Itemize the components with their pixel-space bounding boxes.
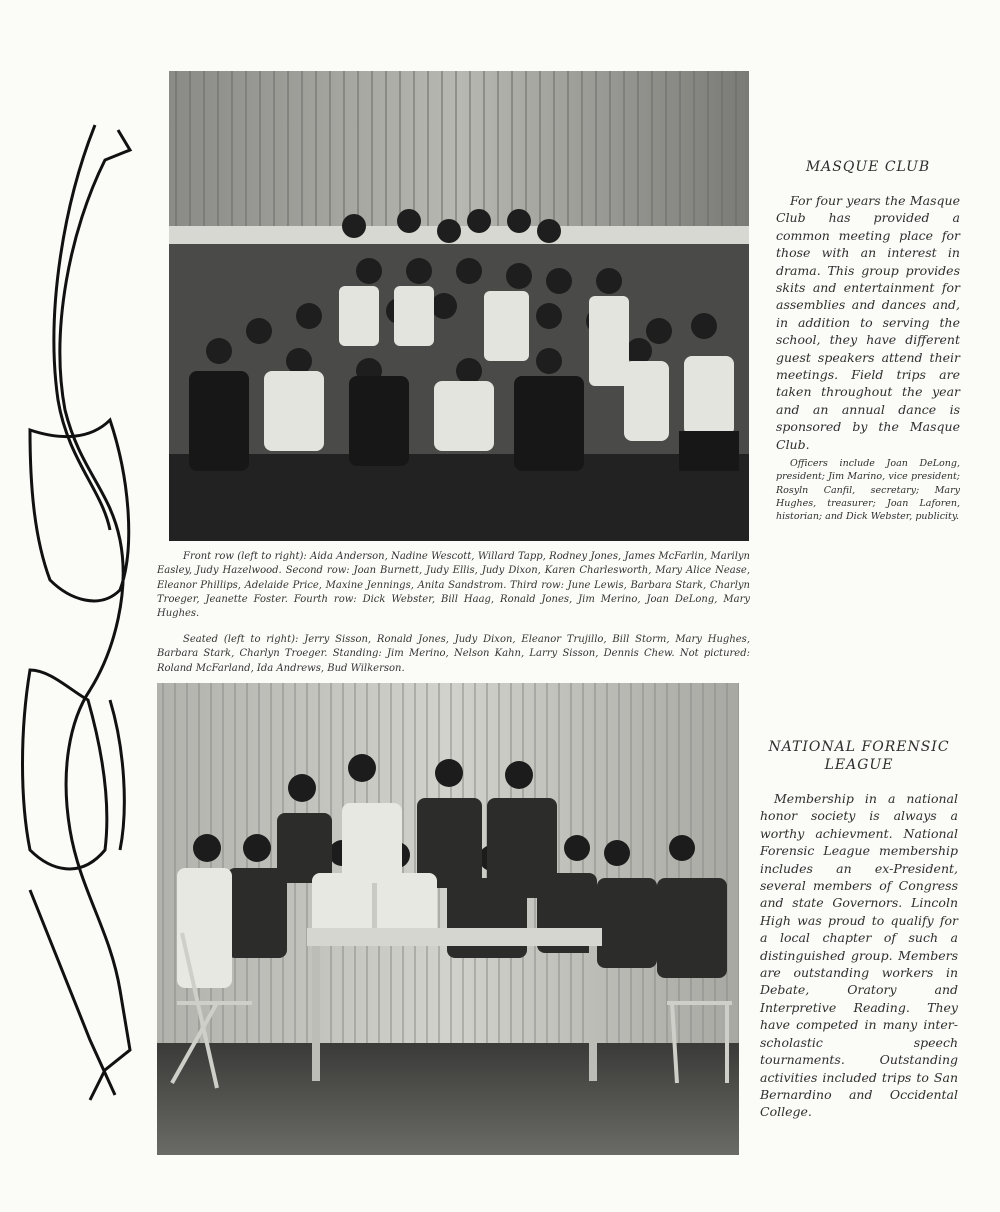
forensic-league-caption: Seated (left to right): Jerry Sisson, Ronald Jones, Judy Dixon, Eleanor Trujillo, Bill Storm, Mary Hughes, Barbara Stark, Charlyn Troeger. Standing: Jim Merino, Nelson Kahn, Larry Sisson, Dennis Chew. Not pictured: Roland McFarland, Ida Andrews, Bud Wilkerson. <box>157 634 750 674</box>
masque-club-officers: Officers include Joan DeLong, president; Jim Marino, vice president; Rosyln Canfil, secretary; Mary Hughes, treasurer; Joan Laforen, historian; and Dick Webster, publicity. <box>776 458 960 522</box>
masque-club-group-photo-image <box>169 71 749 541</box>
forensic-league-photo <box>157 683 739 1155</box>
forensic-league-group-photo-image <box>157 683 739 1155</box>
masque-club-description: For four years the Masque Club has provided a common meeting place for those with an interest in drama. This group provides skits and entertainment for assemblies and dances and, in addition to serving the school, they have different guest speakers attend their meetings. Field trips are taken throughout the year and an annual dance is sponsored by the Masque Club. <box>776 193 960 452</box>
masque-club-heading: MASQUE CLUB <box>805 159 931 175</box>
masque-club-section <box>776 158 960 523</box>
forensic-league-description: Membership in a national honor society is always a worthy achievment. National Forensic League membership includes an ex-President, several members of Congress and state Governors. Lincoln High was proud to qualify for a local chapter of such a distinguished group. Members are outstanding workers in Debate, Oratory and Interpretive Reading. They have competed in many inter-scholastic speech tournaments. Outstanding activities included trips to San Bernardino and Occidental College. <box>760 791 958 1120</box>
masque-club-photo <box>169 71 749 541</box>
masque-club-caption: Front row (left to right): Aida Anderson, Nadine Wescott, Willard Tapp, Rodney Jones, James McFarlin, Marilyn Easley, Judy Hazelwood. Second row: Joan Burnett, Judy Ellis, Judy Dixon, Karen Charlesworth, Mary Alice Nease, Eleanor Phillips, Adelaide Price, Maxine Jennings, Anita Sandstrom. Third row: June Lewis, Barbara Stark, Charlyn Troeger, Jeanette Foster. Fourth row: Dick Webster, Bill Haag, Ronald Jones, Jim Merino, Joan DeLong, Mary Hughes. <box>157 551 750 620</box>
ribbon-scroll-decoration <box>10 110 150 1110</box>
forensic-league-heading: NATIONAL FORENSIC LEAGUE <box>768 739 950 773</box>
forensic-league-section <box>760 738 958 1121</box>
